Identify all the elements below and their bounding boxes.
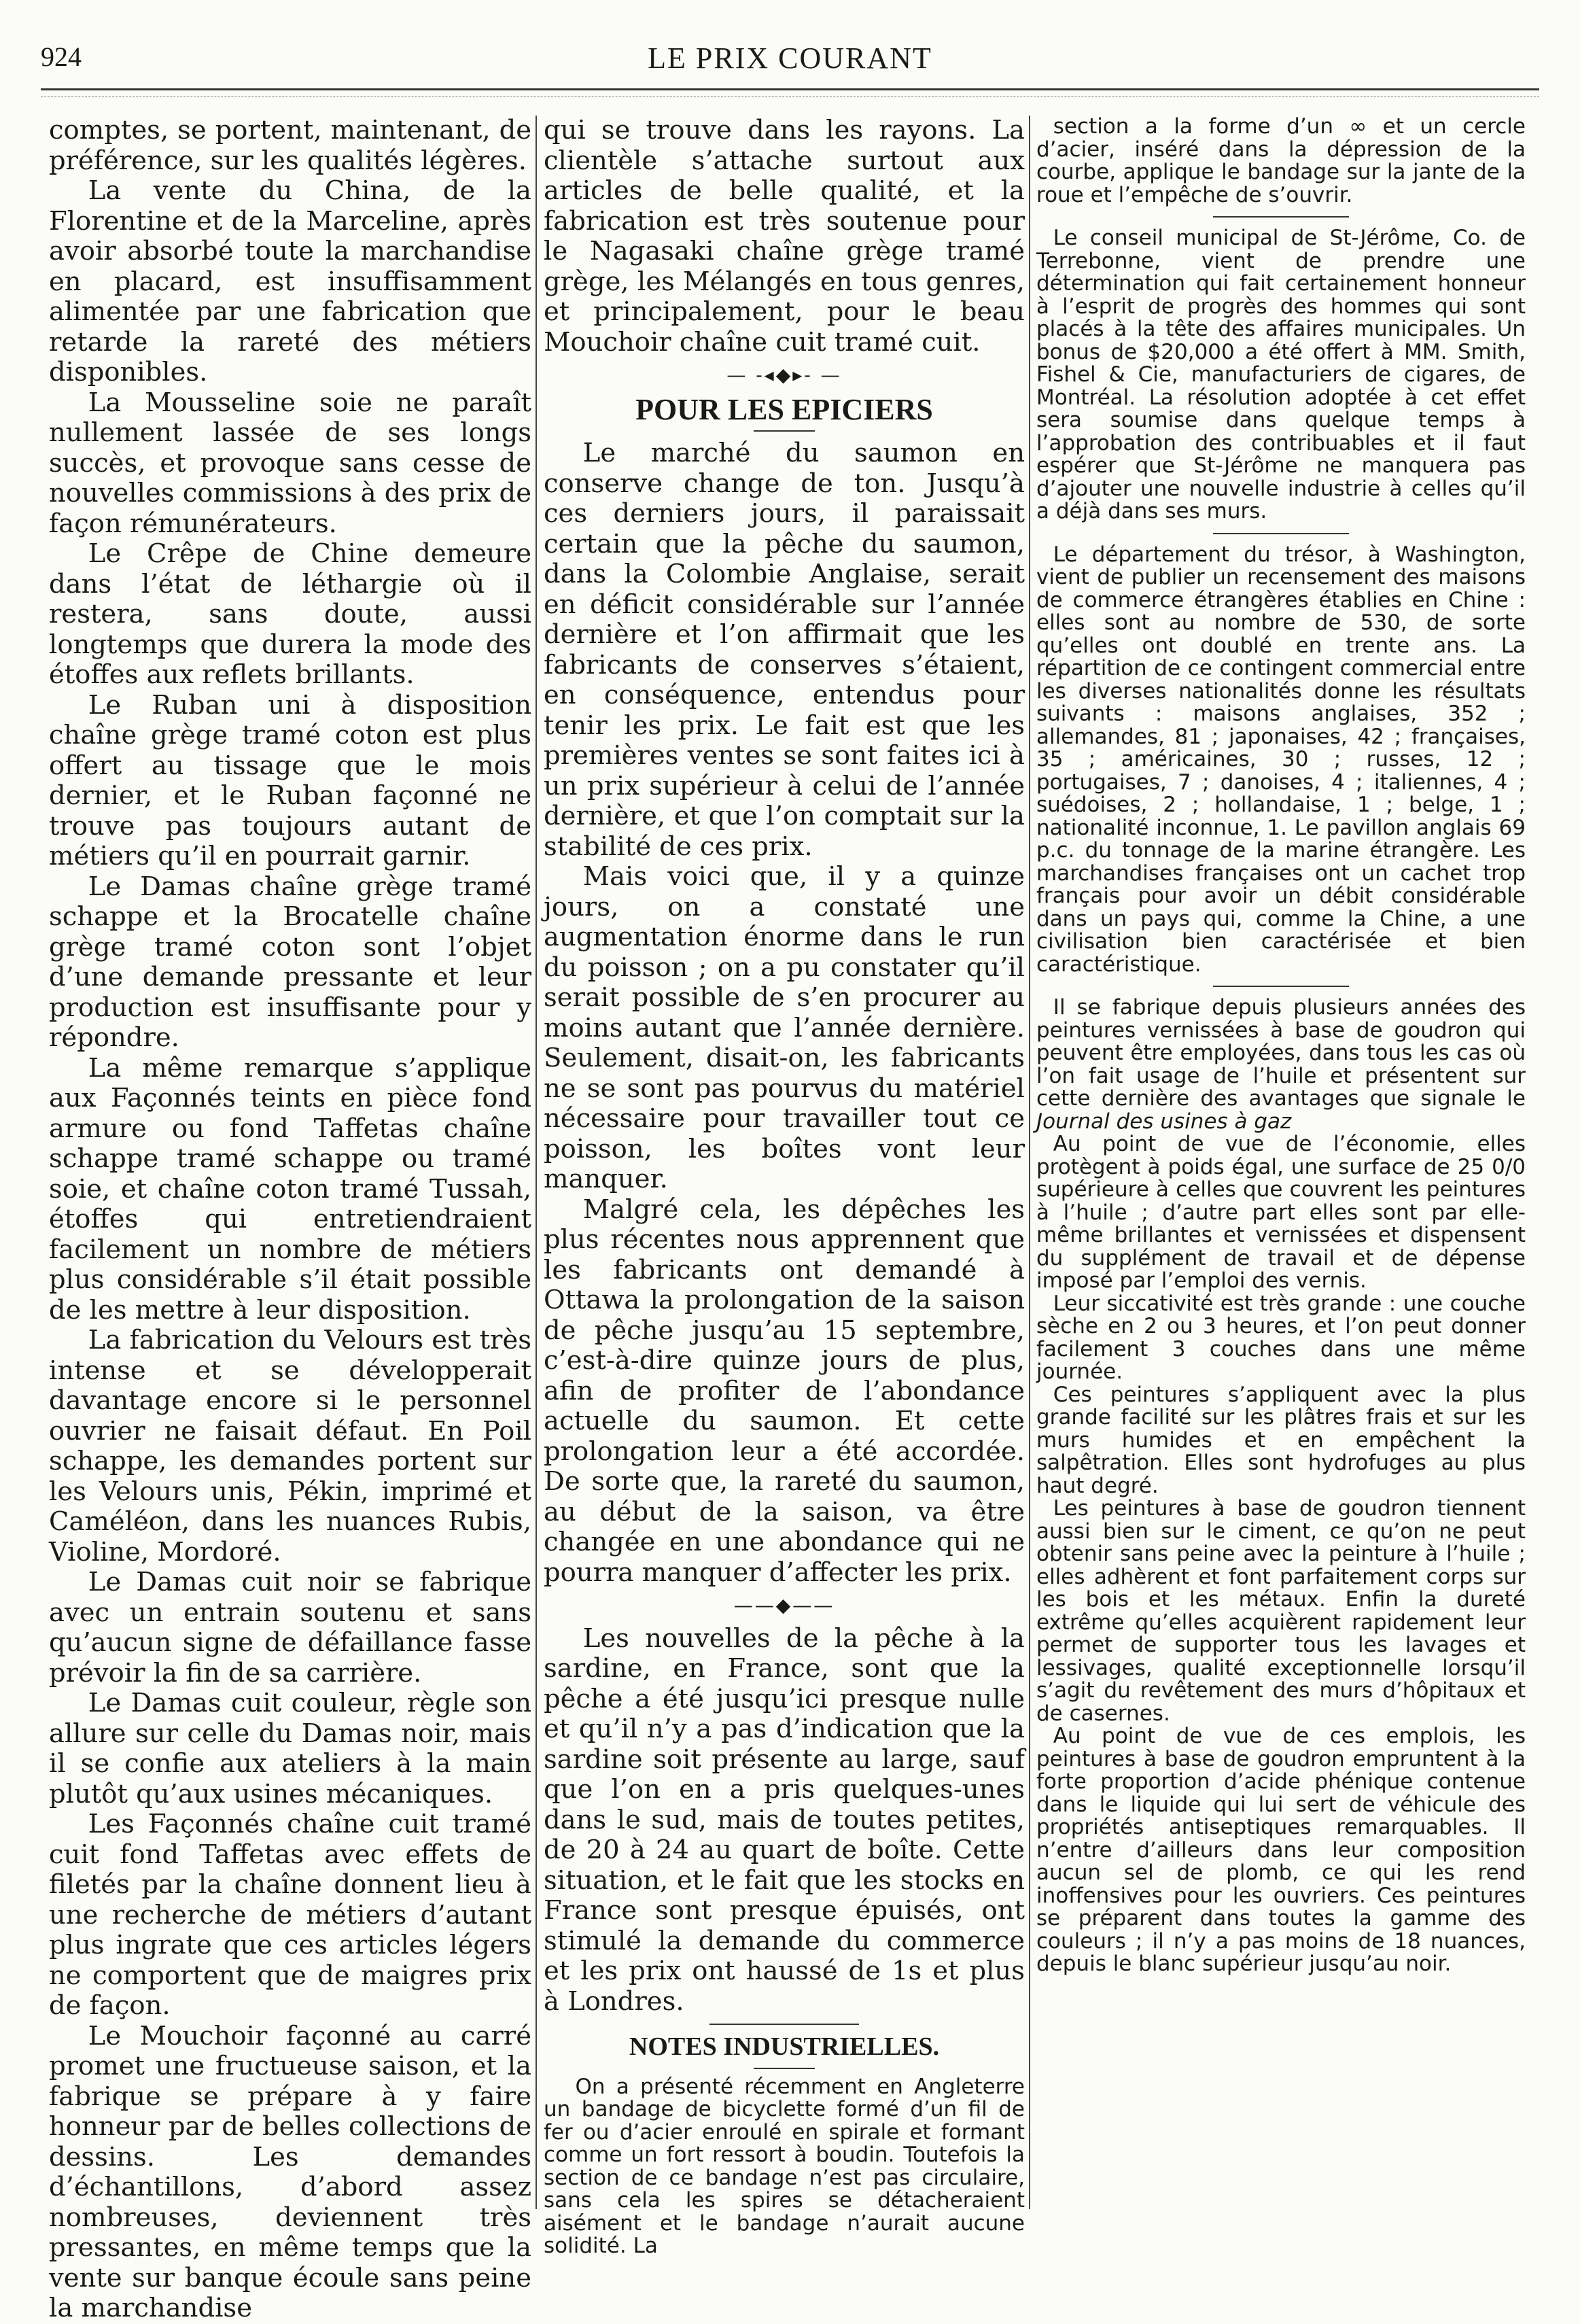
paragraph: Le marché du saumon en conserve change de ton. Jusqu’à ces derniers jours, il paraissait certain que la pêche du saumon, dans la Colombie Anglaise, serait en déficit considérable sur l’année dernière et l’on affirmait que les fabricants de conserves s’étaient, en conséquence, entendus pour tenir les prix. Le fait est que les premières ventes se sont faites ici à un prix supérieur à celui de l’année dernière, et que l’on comptait sur la stabilité de ces prix.: [544, 438, 1025, 862]
paragraph: Au point de vue de l’économie, elles protègent à poids égal, une surface de 25 0/0 supérieure à celles que couvrent les peintures à l’huile ; d’autre part elles sont par elle-même brillantes et vernissées et dispensent du supplément de travail et de dépense imposé par l’emploi des vernis.: [1036, 1132, 1526, 1293]
section-heading-epiciers: POUR LES EPICIERS: [635, 392, 933, 426]
paragraph: [1036, 996, 1526, 1133]
section-rule: [709, 2024, 859, 2025]
column-2: [544, 115, 1025, 2258]
paragraph: La vente du China, de la Florentine et de la Marceline, après avoir absorbé toute la marchandise en placard, est insuffisamment alimentée par une fabrication que retarde la rareté des métiers disponibles.: [49, 175, 531, 387]
page-header: [41, 41, 1539, 82]
paragraph: Les Façonnés chaîne cuit tramé cuit fond Taffetas avec effets de filetés par la chaîne donnent lieu à une recherche de métiers d’autant plus ingrate que ces articles légers ne comportent que de maigres prix de façon.: [49, 1809, 531, 2021]
ornament-divider: — -◂◆▸- —: [726, 364, 842, 386]
paragraph: La Mousseline soie ne paraît nullement lassée de ses longs succès, et provoque sans cesse de nouvelles commissions à des prix de façon rémunérateurs.: [49, 387, 531, 539]
column-1: [49, 115, 531, 2323]
column-3: [1036, 116, 1526, 2209]
publication-title: LE PRIX COURANT: [648, 41, 932, 75]
paragraph: La même remarque s’applique aux Façonnés teints en pièce fond armure ou fond Taffetas chaîne schappe tramé schappe ou tramé soie, et chaîne coton tramé Tussah, étoffes qui entretiendraient facilement un nombre de métiers plus considérable s’il était possible de les mettre à leur disposition.: [49, 1052, 531, 1325]
paragraph: section a la forme d’un ∞ et un cercle d’acier, inséré dans la dépression de la courbe, applique le bandage sur la jante de la roue et l’empêche de s’ouvrir.: [1036, 114, 1526, 207]
paragraph-text: Il se fabrique depuis plusieurs années des peintures vernissées à base de goudron qui peuvent être employées, dans tous les cas où l’on fait usage de l’huile et présentent sur cette dernière des avantages que signale le: [1036, 995, 1526, 1111]
paragraph: comptes, se portent, maintenant, de préférence, sur les qualités légères.: [49, 115, 531, 176]
column-divider: [536, 116, 537, 2209]
paragraph: Le Mouchoir façonné au carré promet une fructueuse saison, et la fabrique se prépare à y faire honneur par de belles collections de dessins. Les demandes d’échantillons, d’abord assez nombreuses, deviennent très pressantes, en même temps que la vente sur banque écoule sans peine la marchandise: [49, 2020, 531, 2323]
item-separator: [1213, 986, 1349, 987]
paragraph: Le Ruban uni à disposition chaîne grège tramé coton est plus offert au tissage que le mois dernier, et le Ruban façonné ne trouve pas toujours autant de métiers qu’il en pourrait garnir.: [49, 689, 531, 871]
paragraph: Les peintures à base de goudron tiennent aussi bien sur le ciment, ce qu’on ne peut obtenir sans peine avec la peinture à l’huile ; elles adhèrent et font parfaitement corps sur les bois et les métaux. Enfin la dureté extrême qu’elles acquièrent rapidement leur permet de supporter tous les lavages et lessivages, qualité exceptionnelle lorsqu’il s’agit du revêtement des murs d’hôpitaux et de casernes.: [1036, 1496, 1526, 1726]
item-separator: [1213, 216, 1349, 218]
paragraph: Le conseil municipal de St-Jérôme, Co. de Terrebonne, vient de prendre une détermination qui fait certainement honneur à l’esprit de progrès des hommes qui sont placés à la tête des affaires municipales. Un bonus de $20,000 a été offert à MM. Smith, Fishel & Cie, manufacturiers de cigares, de Montréal. La résolution adoptée à cet effet sera soumise dans quelque temps à l’approbation des contribuables et il faut espérer que St-Jérôme ne manquera pas d’ajouter une nouvelle industrie à celles qu’il a déjà dans ses murs.: [1036, 226, 1526, 523]
paragraph: Malgré cela, les dépêches les plus récentes nous apprennent que les fabricants ont demandé à Ottawa la prolongation de la saison de pêche jusqu’au 15 septembre, c’est-à-dire quinze jours de plus, afin de profiter de l’abondance actuelle du saumon. Et cette prolongation leur a été accordée. De sorte que, la rareté du saumon, au début de la saison, va être changée en une abondance qui ne pourra manquer d’affecter les prix.: [544, 1194, 1025, 1588]
column-divider: [1029, 116, 1030, 2209]
item-separator: [1213, 533, 1349, 534]
paragraph: Le Crêpe de Chine demeure dans l’état de léthargie où il restera, sans doute, aussi longtemps que durera la mode des étoffes aux reflets brillants.: [49, 538, 531, 690]
paragraph: qui se trouve dans les rayons. La clientèle s’attache surtout aux articles de belle qualité, et la fabrication est très soutenue pour le Nagasaki chaîne grège tramé grège, les Mélangés en tous genres, et principalement, pour le beau Mouchoir chaîne cuit tramé cuit.: [544, 115, 1025, 358]
paragraph: La fabrication du Velours est très intense et se développerait davantage encore si le personnel ouvrier ne faisait défaut. En Poil schappe, les demandes portent sur les Velours unis, Pékin, imprimé et Caméléon, dans les nuances Rubis, Violine, Mordoré.: [49, 1325, 531, 1567]
paragraph: Mais voici que, il y a quinze jours, on a constaté une augmentation énorme dans le run du poisson ; on a pu constater qu’il serait possible de s’en procurer au moins autant que l’année dernière. Seulement, disait-on, les fabricants ne se sont pas pourvus du matériel nécessaire pour travailler tout ce poisson, les boîtes vont leur manquer.: [544, 861, 1025, 1194]
paragraph: Le département du trésor, à Washington, vient de publier un recensement des maisons de commerce étrangères établies en Chine : elles sont au nombre de 530, de sorte qu’elles ont doublé en trente ans. La répartition de ce contingent commercial entre les diverses nationalités donne les résultats suivants : maisons anglaises, 352 ; allemandes, 81 ; japonaises, 42 ; françaises, 35 ; américaines, 30 ; russes, 12 ; portugaises, 7 ; danoises, 4 ; italiennes, 4 ; suédoises, 2 ; hollandaise, 1 ; belge, 1 ; nationalité inconnue, 1. Le pavillon anglais 69 p.c. du tonnage de la marine étrangère. Les marchandises françaises ont un cachet trop français pour avoir un débit considérable dans un pays qui, comme la Chine, a une civilisation bien caractérisée et bien caractéristique.: [1036, 542, 1526, 977]
heading-rule: [754, 2068, 815, 2069]
heading-rule: [754, 430, 815, 432]
ornament-divider: ——◆——: [733, 1594, 835, 1616]
paragraph: Le Damas chaîne grège tramé schappe et la Brocatelle chaîne grège tramé coton sont l’objet d’une demande pressante et leur production est insuffisante pour y répondre.: [49, 871, 531, 1053]
paragraph: Le Damas cuit noir se fabrique avec un entrain soutenu et sans qu’aucun signe de défaillance fasse prévoir la fin de sa carrière.: [49, 1567, 531, 1688]
section-heading-notes-industrielles: NOTES INDUSTRIELLES.: [629, 2032, 940, 2061]
paragraph: On a présenté récemment en Angleterre un bandage de bicyclette formé d’un fil de fer ou d’acier enroulé en spirale et formant comme un fort ressort à boudin. Toutefois la section de ce bandage n’est pas circulaire, sans cela les spires se détacheraient aisément et le bandage n’aurait aucune solidité. La: [544, 2074, 1025, 2258]
paragraph: Au point de vue de ces emplois, les peintures à base de goudron empruntent à la forte proportion d’acide phénique contenue dans le liquide qui lui sert de véhicule des propriétés antiseptiques remarquables. Il n’entre d’ailleurs dans leur composition aucun sel de plomb, ce qui les rend inoffensives pour les ouvriers. Ces peintures se préparent dans toutes la gamme des couleurs ; il n’y a pas moins de 18 nuances, depuis le blanc supérieur jusqu’au noir.: [1036, 1724, 1526, 1976]
journal-title: Journal des usines à gaz: [1036, 1109, 1292, 1134]
paragraph: Leur siccativité est très grande : une couche sèche en 2 ou 3 heures, et l’on peut donner facilement 3 couches dans une même journée.: [1036, 1291, 1526, 1384]
paragraph: Le Damas cuit couleur, règle son allure sur celle du Damas noir, mais il se confie aux ateliers à la main plutôt qu’aux usines mécaniques.: [49, 1688, 531, 1809]
paragraph: Les nouvelles de la pêche à la sardine, en France, sont que la pêche a été jusqu’ici presque nulle et qu’il n’y a pas d’indication que la sardine soit présente au large, sauf que l’on en a pris quelques-unes dans le sud, mais de toutes petites, de 20 à 24 au quart de boîte. Cette situation, et le fait que les stocks en France sont presque épuisés, ont stimulé la demande du commerce et les prix ont haussé de 1s et plus à Londres.: [544, 1623, 1025, 2017]
header-rule: [41, 88, 1539, 90]
paragraph: Ces peintures s’appliquent avec la plus grande facilité sur les plâtres frais et sur les murs humides et en empêchent la salpêtration. Elles sont hydrofuges au plus haut degré.: [1036, 1382, 1526, 1498]
page-number: 924: [41, 41, 82, 72]
